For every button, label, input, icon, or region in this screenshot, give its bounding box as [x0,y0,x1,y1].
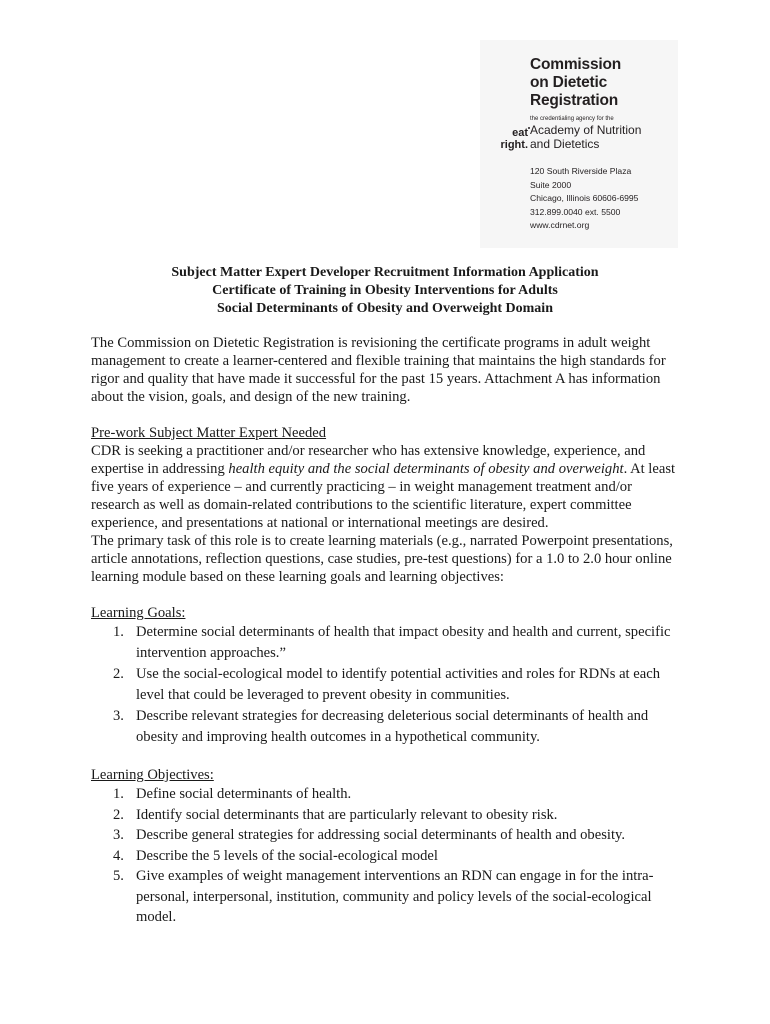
learning-objectives-list [91,784,681,928]
learning-goals-title: Learning Goals: [91,605,186,621]
org-address [530,165,675,233]
eat-right-logo [486,125,530,151]
list-item: 5. Give examples of weight management interventions an RDN can engage in for the intra-personal, interpersonal, institution, community and policy levels of the social-ecological model. [113,868,654,925]
address-website: www.cdrnet.org [530,220,590,231]
heading-line-3: Social Determinants of Obesity and Overweight Domain [217,301,553,316]
learning-goals-list [91,622,681,748]
prework-title: Pre-work Subject Matter Expert Needed [91,425,327,441]
logo-right-text: right. [500,139,528,151]
intro-paragraph: The Commission on Dietetic Registration is revisioning the certificate programs in adult weight management to create a learner-centered and flexible training that maintains the high standards for rigor and quality that have made it successful for the past 15 years. Attachment A has information about the vision, goals, and design of the new training. [91,335,666,405]
academy-name: Academy of Nutrition and Dietetics [530,123,642,151]
org-name: Commission on Dietetic Registration [530,56,622,109]
org-tagline: the credentialing agency for the [530,116,614,122]
prework-paragraph-1: CDR is seeking a practitioner and/or researcher who has extensive knowledge, experience, and expertise in addressing health equity and the social determinants of obesity and overweight. At least five years of experience – and currently practicing – in weight management treatment and/or research as well as domain-related contributions to the scientific literature, expert committee experience, and presentations at national or international meetings are desired. [91,443,676,531]
list-item: 1. Determine social determinants of health that impact obesity and health and current, specific intervention approaches.” [113,624,671,661]
list-item: 3. Describe relevant strategies for decreasing deleterious social determinants of health and obesity and improving health outcomes in a hypothetical community. [113,708,649,745]
letterhead [480,40,678,248]
address-phone: 312.899.0040 ext. 5500 [530,206,621,217]
document-body [91,334,681,928]
heading-line-2: Certificate of Training in Obesity Interventions for Adults [212,283,558,298]
list-item: 3. Describe general strategies for addressing social determinants of health and obesity. [113,827,625,843]
list-item: 1. Define social determinants of health. [113,786,352,802]
list-item: 4. Describe the 5 levels of the social-ecological model [113,847,438,864]
learning-objectives-title: Learning Objectives: [91,767,214,783]
address-street: 120 South Riverside Plaza [530,166,632,176]
prework-paragraph-2: The primary task of this role is to create learning materials (e.g., narrated Powerpoint presentations, article annotations, reflection questions, case studies, pre-test questions) for a 1.0 to 2.0 hour online learning module based on these learning goals and learning objectives: [91,533,673,585]
heading-line-1: Subject Matter Expert Developer Recruitment Information Application [171,265,599,280]
logo-eat-text: eat [512,127,528,139]
document-heading [0,264,770,318]
address-city: Chicago, Illinois 60606-6995 [530,193,639,204]
list-item: 2. Identify social determinants that are particularly relevant to obesity risk. [113,806,558,823]
address-suite: Suite 2000 [530,179,572,190]
list-item: 2. Use the social-ecological model to identify potential activities and roles for RDNs at each level that could be leveraged to prevent obesity in communities. [113,666,660,703]
